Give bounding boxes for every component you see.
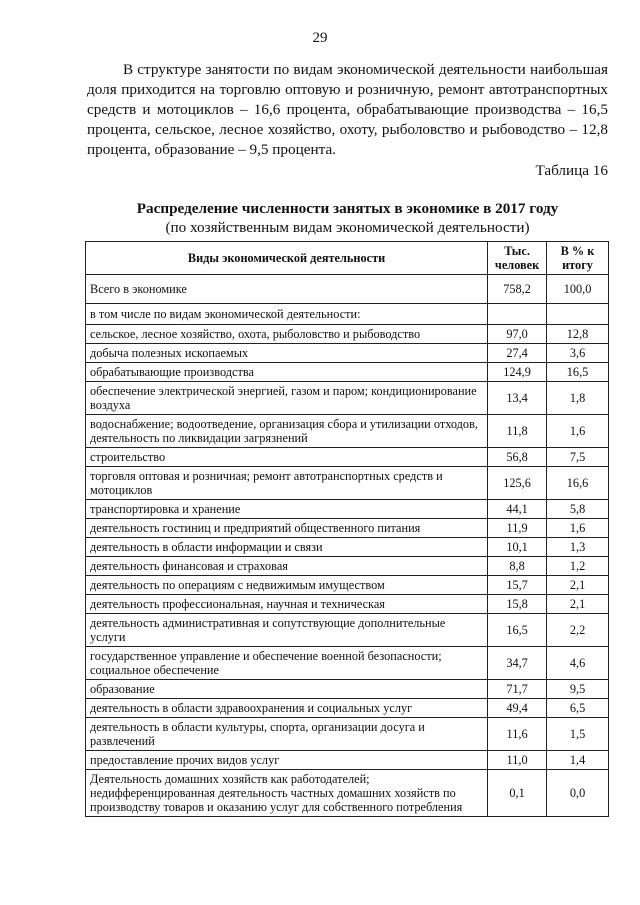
subheader-empty-percent	[547, 304, 609, 325]
activity-percent: 1,6	[547, 415, 609, 448]
activity-thousand: 15,7	[488, 576, 547, 595]
activity-thousand: 11,6	[488, 718, 547, 751]
activity-name: транспортировка и хранение	[86, 500, 488, 519]
activity-percent: 2,1	[547, 576, 609, 595]
activity-name: строительство	[86, 448, 488, 467]
header-thousand: Тыс. человек	[488, 242, 547, 275]
activity-name: деятельность гостиниц и предприятий общественного питания	[86, 519, 488, 538]
activity-thousand: 97,0	[488, 325, 547, 344]
activity-thousand: 0,1	[488, 770, 547, 817]
total-thousand: 758,2	[488, 275, 547, 304]
table-row	[86, 500, 609, 519]
header-activity: Виды экономической деятельности	[86, 242, 488, 275]
table-row	[86, 538, 609, 557]
activity-name: деятельность в области здравоохранения и социальных услуг	[86, 699, 488, 718]
table-row	[86, 467, 609, 500]
activity-percent: 1,5	[547, 718, 609, 751]
subheader-empty-thousand	[488, 304, 547, 325]
activity-thousand: 10,1	[488, 538, 547, 557]
activity-percent: 7,5	[547, 448, 609, 467]
activity-percent: 2,1	[547, 595, 609, 614]
table-header-row	[86, 242, 609, 275]
activity-name: предоставление прочих видов услуг	[86, 751, 488, 770]
table-row	[86, 415, 609, 448]
header-percent: В % к итогу	[547, 242, 609, 275]
activity-percent: 1,8	[547, 382, 609, 415]
intro-text: В структуре занятости по видам экономической деятельности наибольшая доля приходится на торговлю оптовую и розничную, ремонт автотранспортных средств и мотоциклов – 16,6 процента, обрабатывающие производства – 16,5 процента, сельское, лесное хозяйство, охоту, рыболовство и рыбоводство – 12,8 процента, образование – 9,5 процента.	[87, 61, 608, 158]
activity-name: деятельность в области культуры, спорта, организации досуга и развлечений	[86, 718, 488, 751]
table-subtitle: (по хозяйственным видам экономической деятельности)	[165, 219, 530, 236]
table-row	[86, 718, 609, 751]
activity-name: государственное управление и обеспечение военной безопасности; социальное обеспечение	[86, 647, 488, 680]
table-title: Распределение численности занятых в экономике в 2017 году	[136, 200, 559, 217]
activity-percent: 4,6	[547, 647, 609, 680]
table-row	[86, 557, 609, 576]
table-row	[86, 363, 609, 382]
activity-percent: 2,2	[547, 614, 609, 647]
activity-name: водоснабжение; водоотведение, организация сбора и утилизации отходов, деятельность по ликвидации загрязнений	[86, 415, 488, 448]
activity-thousand: 8,8	[488, 557, 547, 576]
activity-thousand: 44,1	[488, 500, 547, 519]
activity-thousand: 56,8	[488, 448, 547, 467]
activity-thousand: 124,9	[488, 363, 547, 382]
activity-thousand: 11,8	[488, 415, 547, 448]
activity-thousand: 16,5	[488, 614, 547, 647]
activity-name: обрабатывающие производства	[86, 363, 488, 382]
activity-percent: 16,5	[547, 363, 609, 382]
activity-percent: 5,8	[547, 500, 609, 519]
activity-percent: 16,6	[547, 467, 609, 500]
activity-percent: 12,8	[547, 325, 609, 344]
page-number: 29	[312, 30, 328, 46]
table-title-block	[87, 199, 608, 237]
activity-thousand: 49,4	[488, 699, 547, 718]
activity-thousand: 34,7	[488, 647, 547, 680]
total-percent: 100,0	[547, 275, 609, 304]
table-row	[86, 382, 609, 415]
table-row	[86, 680, 609, 699]
table-row	[86, 325, 609, 344]
subheader-row	[86, 304, 609, 325]
total-row	[86, 275, 609, 304]
activity-percent: 0,0	[547, 770, 609, 817]
table-row	[86, 647, 609, 680]
total-name: Всего в экономике	[86, 275, 488, 304]
activity-name: деятельность профессиональная, научная и техническая	[86, 595, 488, 614]
table-row	[86, 770, 609, 817]
activity-thousand: 15,8	[488, 595, 547, 614]
activity-percent: 1,4	[547, 751, 609, 770]
activity-percent: 1,6	[547, 519, 609, 538]
activity-name: деятельность в области информации и связи	[86, 538, 488, 557]
table-row	[86, 595, 609, 614]
activity-percent: 6,5	[547, 699, 609, 718]
activity-name: деятельность административная и сопутствующие дополнительные услуги	[86, 614, 488, 647]
table-row	[86, 751, 609, 770]
activity-thousand: 11,0	[488, 751, 547, 770]
activity-thousand: 11,9	[488, 519, 547, 538]
table-row	[86, 519, 609, 538]
activity-name: Деятельность домашних хозяйств как работодателей; недифференцированная деятельность частных домашних хозяйств по производству товаров и оказанию услуг для собственного потребления	[86, 770, 488, 817]
table-row	[86, 344, 609, 363]
activity-name: обеспечение электрической энергией, газом и паром; кондиционирование воздуха	[86, 382, 488, 415]
table-row	[86, 576, 609, 595]
activity-thousand: 71,7	[488, 680, 547, 699]
activity-thousand: 13,4	[488, 382, 547, 415]
activity-name: торговля оптовая и розничная; ремонт автотранспортных средств и мотоциклов	[86, 467, 488, 500]
activity-thousand: 125,6	[488, 467, 547, 500]
table-row	[86, 699, 609, 718]
table-row	[86, 448, 609, 467]
table-row	[86, 614, 609, 647]
activity-name: деятельность по операциям с недвижимым имуществом	[86, 576, 488, 595]
activity-percent: 1,2	[547, 557, 609, 576]
table-label: Таблица 16	[535, 162, 608, 179]
employment-table	[85, 241, 609, 817]
activity-percent: 1,3	[547, 538, 609, 557]
activity-percent: 9,5	[547, 680, 609, 699]
intro-paragraph	[87, 60, 608, 160]
activity-name: сельское, лесное хозяйство, охота, рыболовство и рыбоводство	[86, 325, 488, 344]
activity-thousand: 27,4	[488, 344, 547, 363]
activity-name: образование	[86, 680, 488, 699]
activity-percent: 3,6	[547, 344, 609, 363]
activity-name: деятельность финансовая и страховая	[86, 557, 488, 576]
activity-name: добыча полезных ископаемых	[86, 344, 488, 363]
subheader-text: в том числе по видам экономической деятельности:	[86, 304, 488, 325]
